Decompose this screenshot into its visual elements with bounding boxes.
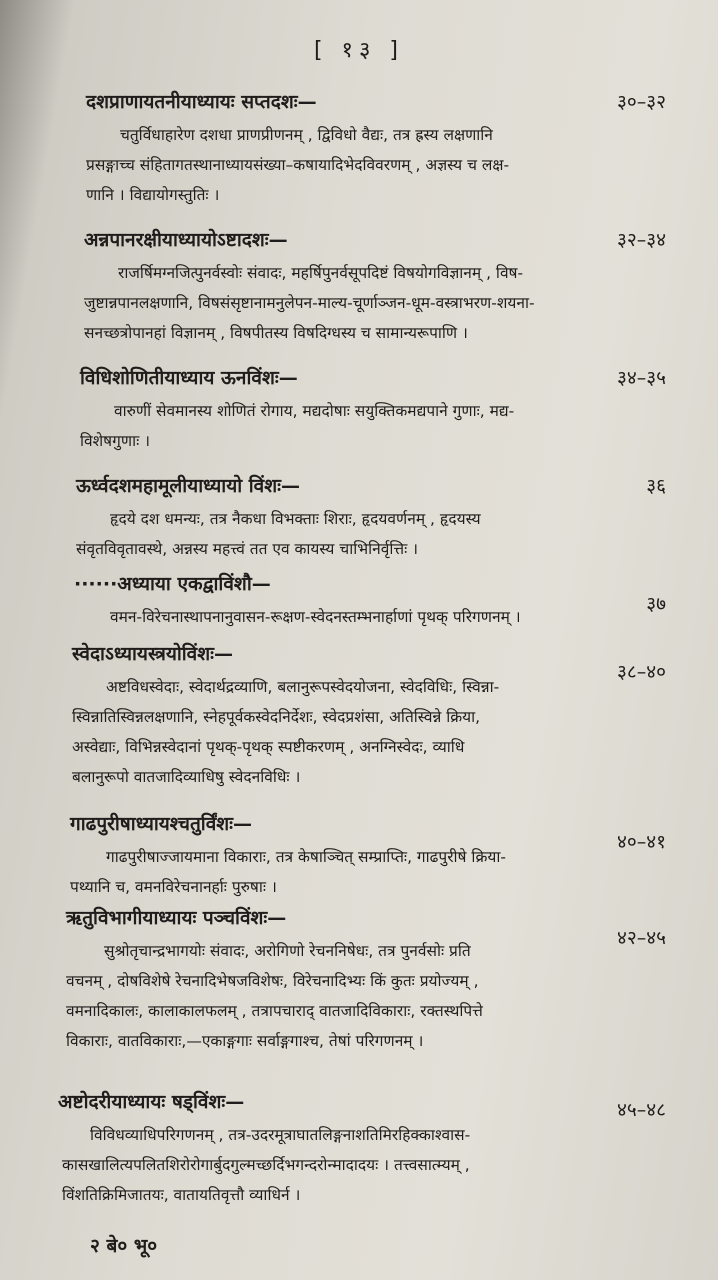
chapter-18-heading: अन्नपानरक्षीयाध्यायोऽष्टादशः—	[84, 229, 288, 251]
chapter-17-section	[0, 88, 718, 210]
signature-mark: २ बे० भू०	[90, 1235, 158, 1257]
chapter-19-line-1: वारुणीं सेवमानस्य शोणितं रोगाय, मद्यदोषाः सयुक्तिकमद्यपाने गुणाः, मद्य-	[114, 402, 515, 420]
chapter-25-line-1: सुश्रोतृचान्द्रभागयोः संवादः, अरोगिणो रेचननिषेधः, तत्र पुनर्वसोः प्रति	[104, 942, 471, 960]
chapter-19-page-range: ३४–३५	[616, 367, 666, 389]
chapter-25-heading-row	[0, 904, 718, 949]
chapter-23-heading: स्वेदाऽध्यायस्त्रयोविंशः—	[72, 643, 234, 665]
chapter-26-line-3: विंशतिक्रिमिजातयः, वातायतिवृत्तौ व्याधिर्न ।	[62, 1186, 301, 1204]
chapter-17-line-1: चतुर्विधाहारेण दशधा प्राणप्रीणनम् , द्विविधो वैद्यः, तत्र ह्रस्य लक्षणानि	[120, 126, 493, 144]
chapter-24-page-range: ४०–४१	[616, 831, 666, 853]
chapter-19-heading: विधिशोणितीयाध्याय ऊनविंशः—	[80, 367, 298, 389]
chapter-23-line-3: अस्वेद्याः, विभिन्नस्वेदानां पृथक्-पृथक् स्पष्टीकरणम् , अनग्निस्वेदः, व्याधि	[72, 738, 465, 756]
chapter-26-line-2: कासखालित्यपलितशिरोरोगार्बुदगुल्मच्छर्दिभगन्दरोन्मादादयः । तत्त्वसात्म्यम् ,	[62, 1156, 470, 1174]
chapter-20-page-range: ३६	[646, 475, 666, 497]
chapter-24-heading-row	[0, 810, 718, 853]
chapter-18-line-1: राजर्षिमग्नजित्पुनर्वस्वोः संवादः, महर्षिपुनर्वसूपदिष्टं विषयोगविज्ञानम् , विष-	[118, 264, 524, 282]
chapter-25-line-4: विकाराः, वातविकाराः,—एकाङ्गगाः सर्वाङ्गगाश्च, तेषां परिगणनम् ।	[66, 1032, 424, 1050]
chapter-17-line-2: प्रसङ्गाच्च संहितागतस्थानाध्यायसंख्या–कषायादिभेदविवरणम् , अज्ञस्य च लक्ष-	[86, 156, 510, 174]
chapter-23-line-2: स्विन्नातिस्विन्नलक्षणानि, स्नेहपूर्वकस्वेदनिर्देशः, स्वेदप्रशंसा, अतिस्विन्ने क्रिया,	[72, 708, 481, 726]
chapter-23-line-1: अष्टविधस्वेदाः, स्वेदार्थद्रव्याणि, बलानुरूपस्वेदयोजना, स्वेदविधिः, स्विन्ना-	[106, 678, 500, 696]
chapter-20-heading: ऊर्ध्वदशमहामूलीयाध्यायो विंशः—	[76, 475, 300, 497]
chapter-26-line-1: विविधव्याधिपरिगणनम् , तत्र-उदरमूत्राघातलिङ्गनाशतिमिरहिक्काश्वास-	[90, 1126, 471, 1144]
chapter-23-section	[0, 640, 718, 792]
chapter-23-line-4: बलानुरूपो वातजादिव्याधिषु स्वेदनविधिः ।	[72, 768, 301, 786]
chapter-24-line-2: पथ्यानि च, वमनविरेचनानर्हाः पुरुषाः ।	[70, 878, 277, 896]
chapter-20-section	[0, 472, 718, 564]
chapter-23-page-range: ३८–४०	[616, 661, 666, 683]
chapter-18-line-3: सनच्छत्रोपानहां विज्ञानम् , विषपीतस्य विषदिग्धस्य च सामान्यरूपाणि ।	[84, 324, 468, 342]
chapter-25-section	[0, 904, 718, 1056]
chapter-24-heading: गाढपुरीषाध्यायश्चतुर्विंशः—	[70, 813, 253, 835]
chapter-20-line-2: संवृतविवृतावस्थे, अन्नस्य महत्त्वं तत एव कायस्य चाभिनिर्वृत्तिः ।	[76, 540, 419, 558]
chapter-26-page-range: ४५–४८	[616, 1099, 666, 1121]
chapter-18-page-range: ३२–३४	[616, 229, 666, 251]
chapter-25-line-2: वचनम् , दोषविशेषे रेचनादिभेषजविशेषः, विरेचनादिभ्यः किं कुतः प्रयोज्यम् ,	[66, 972, 479, 990]
chapters-21-22-heading: ······अध्याया एकद्वाविंशौ—	[74, 573, 271, 595]
chapter-26-section	[0, 1088, 718, 1210]
chapter-25-line-3: वमनादिकालः, कालाकालफलम् , तत्रापचाराद् वातजादिविकाराः, रक्तस्थपित्ते	[66, 1002, 483, 1020]
chapter-17-line-3: णानि । विद्यायोगस्तुतिः ।	[86, 186, 220, 204]
chapters-21-22-heading-row	[0, 570, 718, 615]
chapter-18-section	[0, 226, 718, 348]
chapter-23-heading-row	[0, 640, 718, 683]
chapter-17-heading-row	[0, 88, 718, 120]
chapter-18-line-2: जुष्टान्नपानलक्षणानि, विषसंसृष्टानामनुलेपन-माल्य-चूर्णाञ्जन-धूम-वस्त्राभरण-शयना-	[84, 294, 535, 312]
chapter-17-page-range: ३०–३२	[616, 91, 666, 113]
chapters-21-22-page-range: ३७	[646, 593, 666, 615]
chapter-26-heading: अष्टोदरीयाध्यायः षड्विंशः—	[58, 1091, 245, 1113]
chapter-20-line-1: हृदये दश धमन्यः, तत्र नैकधा विभक्ताः शिराः, हृदयवर्णनम् , हृदयस्य	[110, 510, 481, 528]
chapter-19-heading-row	[0, 364, 718, 396]
chapter-17-heading: दशप्राणायतनीयाध्यायः सप्तदशः—	[86, 91, 317, 113]
chapter-24-section	[0, 810, 718, 902]
chapter-25-heading: ऋतुविभागीयाध्यायः पञ्चविंशः—	[66, 907, 287, 929]
chapter-19-section	[0, 364, 718, 456]
chapter-26-heading-row	[0, 1088, 718, 1120]
chapters-21-22-section	[0, 570, 718, 632]
page-number: [ १३ ]	[313, 38, 405, 63]
chapters-21-22-line-1: वमन-विरेचनास्थापनानुवासन-रूक्षण-स्वेदनस्तम्भनार्हाणां पृथक् परिगणनम् ।	[110, 608, 521, 626]
chapter-25-page-range: ४२–४५	[616, 927, 666, 949]
chapter-18-heading-row	[0, 226, 718, 258]
chapter-20-heading-row	[0, 472, 718, 504]
chapter-24-line-1: गाढपुरीषाज्जायमाना विकाराः, तत्र केषाञ्चित् सम्प्राप्तिः, गाढपुरीषे क्रिया-	[106, 848, 506, 866]
chapter-19-line-2: विशेषगुणाः ।	[80, 432, 151, 450]
